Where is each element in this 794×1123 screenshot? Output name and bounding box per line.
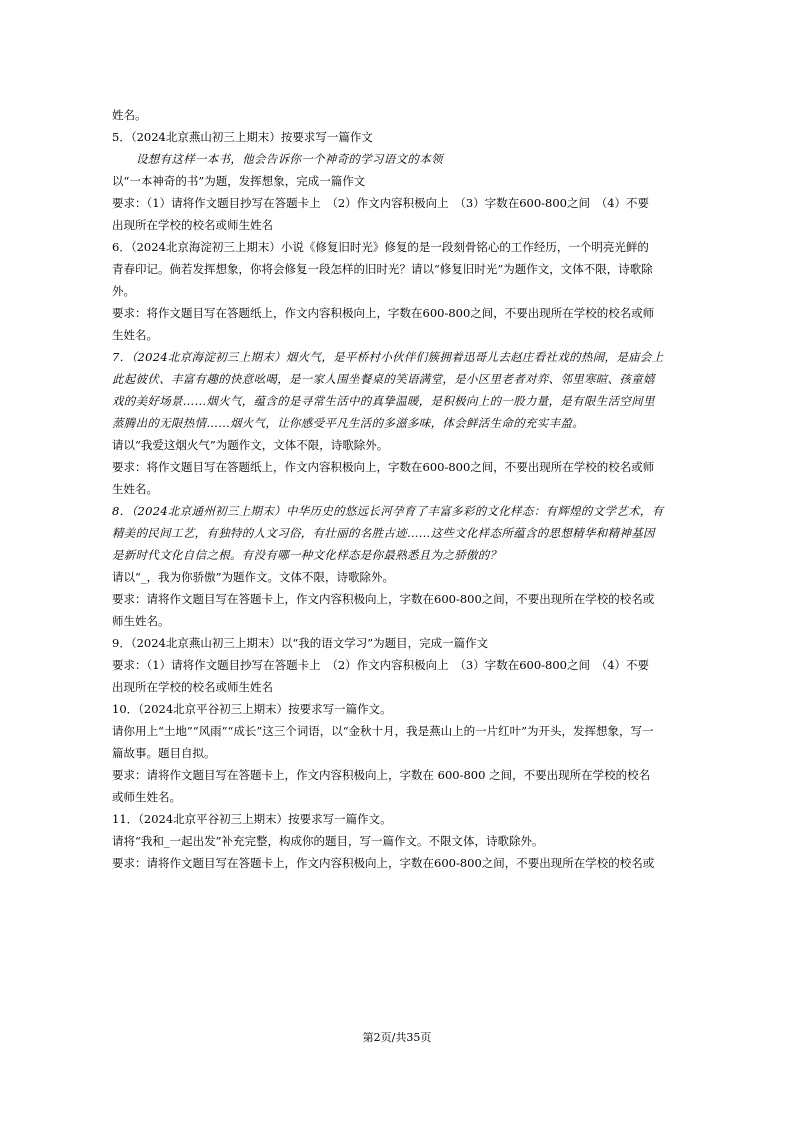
page-content (112, 104, 682, 874)
text-line: 请以“我爱这烟火气”为题作文，文体不限，诗歌除外。 (112, 438, 389, 452)
requirements-line: 要求：请将作文题目写在答题卡上，作文内容积极向上，字数在600-800之间，不要出现所在学校的校名或 (112, 856, 655, 870)
requirements-line: 要求：请将作文题目写在答题卡上，作文内容积极向上，字数在600-800之间，不要出现所在学校的校名或 (112, 592, 655, 606)
requirements-line: 要求：（1）请将作文题目抄写在答题卡上 （2）作文内容积极向上 （3）字数在600-800之间 （4）不要 (112, 196, 650, 210)
text-line: 篇故事。题目自拟。 (112, 746, 216, 760)
question-heading: 7．（2024北京海淀初三上期末）烟火气，是平桥村小伙伴们簇拥着迅哥儿去赵庄看社戏的热闹，是庙会上 (112, 350, 664, 364)
prompt-material: 此起彼伏、丰富有趣的快意吆喝，是一家人围坐餐桌的笑语满堂，是小区里老者对弈、邻里寒暄、孩童嬉 (112, 372, 655, 386)
requirements-line: 要求：（1）请将作文题目抄写在答题卡上 （2）作文内容积极向上 （3）字数在600-800之间 （4）不要 (112, 658, 650, 672)
text-line: 请以“_，我为你骄傲”为题作文。文体不限，诗歌除外。 (112, 570, 395, 584)
text-line: 师生姓名。 (112, 614, 170, 628)
question-heading: 6．（2024北京海淀初三上期末）小说《修复旧时光》修复的是一段刻骨铭心的工作经历，一个明亮光鲜的 (112, 240, 649, 254)
page-number: 第2页/共35页 (362, 1031, 432, 1044)
requirements-line: 要求：将作文题目写在答题纸上，作文内容积极向上，字数在600-800之间，不要出现所在学校的校名或师 (112, 460, 655, 474)
prompt-material: 设想有这样一本书，他会告诉你一个神奇的学习语文的本领 (136, 152, 443, 166)
text-line: 或师生姓名。 (112, 790, 181, 804)
text-line: 生姓名。 (112, 328, 158, 342)
question-heading: 5．（2024北京燕山初三上期末）按要求写一篇作文 (112, 130, 373, 144)
prompt-material: 蒸腾出的无限热情……烟火气，让你感受平凡生活的多滋多味，体会鲜活生命的充实丰盈。 (112, 416, 584, 430)
question-heading: 8．（2024北京通州初三上期末）中华历史的悠远长河孕育了丰富多彩的文化样态：有辉煌的文学艺术，有 (112, 504, 664, 518)
requirements-line: 要求：请将作文题目写在答题卡上，作文内容积极向上，字数在 600-800 之间，不要出现所在学校的校名 (112, 768, 651, 782)
text-line: 出现所在学校的校名或师生姓名 (112, 218, 273, 232)
text-line: 青春印记。倘若发挥想象，你将会修复一段怎样的旧时光？请以“修复旧时光”为题作文，文体不限，诗歌除 (112, 262, 653, 276)
prompt-material: 是新时代文化自信之根。有没有哪一种文化样态是你最熟悉且为之骄傲的？ (112, 548, 502, 562)
text-line: 以“一本神奇的书”为题，发挥想象，完成一篇作文 (112, 174, 366, 188)
text-line: 生姓名。 (112, 482, 158, 496)
requirements-line: 要求：将作文题目写在答题纸上，作文内容积极向上，字数在600-800之间，不要出现所在学校的校名或师 (112, 306, 655, 320)
question-heading: 9．（2024北京燕山初三上期末）以“我的语文学习”为题目，完成一篇作文 (112, 636, 489, 650)
text-line: 姓名。 (112, 108, 147, 122)
question-heading: 11．（2024北京平谷初三上期末）按要求写一篇作文。 (112, 812, 392, 826)
text-line: 请你用上“土地”“风雨”“成长”这三个词语，以“金秋十月，我是燕山上的一片红叶”为开头，发挥想象，写一 (112, 724, 654, 738)
prompt-material: 戏的美好场景……烟火气，蕴含的是寻常生活中的真挚温暖，是积极向上的一股力量，是有限生活空间里 (112, 394, 655, 408)
prompt-material: 精美的民间工艺，有独特的人文习俗，有壮丽的名胜古迹……这些文化样态所蕴含的思想精华和精神基因 (112, 526, 655, 540)
text-line: 出现所在学校的校名或师生姓名 (112, 680, 273, 694)
text-line: 请将“我和_一起出发”补充完整，构成你的题目，写一篇作文。不限文体，诗歌除外。 (112, 834, 544, 848)
text-line: 外。 (112, 284, 135, 298)
question-heading: 10．（2024北京平谷初三上期末）按要求写一篇作文。 (112, 702, 392, 716)
